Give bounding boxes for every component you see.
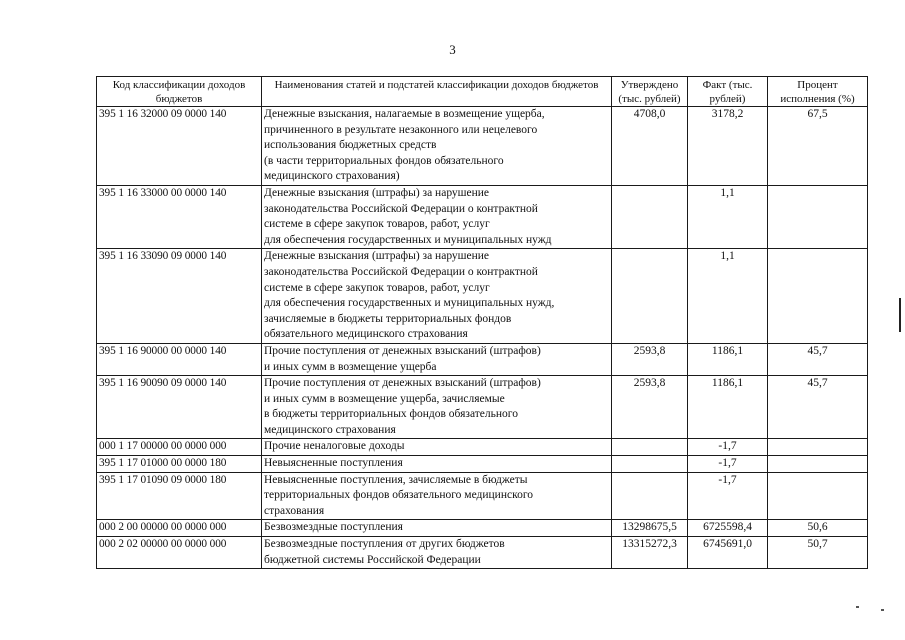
item-name-line: причиненного в результате незаконного или нецелевого: [264, 123, 538, 136]
item-name: [262, 185, 612, 248]
table-body: [97, 107, 868, 569]
item-name: [262, 439, 612, 456]
header-fact: Факт (тыс. рублей): [688, 77, 768, 107]
fact-value: 1186,1: [688, 343, 768, 375]
table-row: [97, 472, 868, 520]
classification-code: 395 1 16 90090 09 0000 140: [97, 376, 262, 439]
item-name: [262, 107, 612, 186]
scan-dot-mark: [856, 606, 859, 608]
classification-code: 000 2 02 00000 00 0000 000: [97, 537, 262, 569]
classification-code: 000 1 17 00000 00 0000 000: [97, 439, 262, 456]
item-name: [262, 376, 612, 439]
fact-value: 3178,2: [688, 107, 768, 186]
item-name-line: обязательного медицинского страхования: [264, 328, 468, 341]
percent-value: 67,5: [768, 107, 868, 186]
approved-value: [612, 456, 688, 473]
percent-value: 50,6: [768, 520, 868, 537]
item-name-line: бюджетной системы Российской Федерации: [264, 553, 481, 566]
fact-value: -1,7: [688, 439, 768, 456]
scan-edge-mark: [899, 298, 901, 332]
item-name-line: медицинского страхования: [264, 423, 396, 436]
header-code: Код классификации доходов бюджетов: [97, 77, 262, 107]
item-name-line: Денежные взыскания, налагаемые в возмещение ущерба,: [264, 108, 545, 120]
percent-value: 45,7: [768, 343, 868, 375]
item-name-line: законодательства Российской Федерации о контрактной: [264, 202, 538, 215]
item-name-line: (в части территориальных фондов обязательного: [264, 154, 504, 167]
header-name: Наименования статей и подстатей классификации доходов бюджетов: [262, 77, 612, 107]
table-row: [97, 249, 868, 344]
approved-value: 2593,8: [612, 376, 688, 439]
item-name-line: Невыясненные поступления: [264, 457, 403, 470]
revenue-table: [96, 76, 868, 569]
item-name-line: медицинского страхования): [264, 170, 400, 183]
fact-value: 6725598,4: [688, 520, 768, 537]
approved-value: [612, 439, 688, 456]
item-name-line: системе в сфере закупок товаров, работ, услуг: [264, 218, 490, 231]
item-name-line: и иных сумм в возмещение ущерба: [264, 360, 437, 373]
item-name-line: Невыясненные поступления, зачисляемые в бюджеты: [264, 473, 528, 486]
classification-code: 395 1 17 01000 00 0000 180: [97, 456, 262, 473]
table-header-row: [97, 77, 868, 107]
item-name-line: для обеспечения государственных и муниципальных нужд,: [264, 297, 555, 310]
approved-value: [612, 185, 688, 248]
item-name: [262, 537, 612, 569]
fact-value: 6745691,0: [688, 537, 768, 569]
fact-value: 1,1: [688, 249, 768, 344]
item-name: [262, 343, 612, 375]
item-name-line: для обеспечения государственных и муниципальных нужд: [264, 233, 552, 246]
classification-code: 395 1 16 32000 09 0000 140: [97, 107, 262, 186]
percent-value: [768, 472, 868, 520]
header-approved: Утверждено (тыс. рублей): [612, 77, 688, 107]
percent-value: [768, 185, 868, 248]
percent-value: 50,7: [768, 537, 868, 569]
classification-code: 395 1 16 33000 00 0000 140: [97, 185, 262, 248]
item-name-line: Безвозмездные поступления: [264, 521, 403, 534]
page-number: 3: [449, 42, 456, 57]
classification-code: 395 1 17 01090 09 0000 180: [97, 472, 262, 520]
item-name-line: Прочие поступления от денежных взысканий (штрафов): [264, 344, 541, 357]
classification-code: 000 2 00 00000 00 0000 000: [97, 520, 262, 537]
item-name-line: территориальных фондов обязательного медицинского: [264, 489, 534, 502]
table-row: [97, 376, 868, 439]
percent-value: [768, 439, 868, 456]
item-name-line: Денежные взыскания (штрафы) за нарушение: [264, 186, 490, 199]
table-row: [97, 107, 868, 186]
classification-code: 395 1 16 33090 09 0000 140: [97, 249, 262, 344]
item-name-line: Безвозмездные поступления от других бюджетов: [264, 538, 505, 551]
table-row: [97, 343, 868, 375]
header-percent: Процент исполнения (%): [768, 77, 868, 107]
approved-value: [612, 249, 688, 344]
item-name: [262, 456, 612, 473]
table-row: [97, 520, 868, 537]
item-name-line: законодательства Российской Федерации о контрактной: [264, 265, 538, 278]
table-row: [97, 537, 868, 569]
item-name: [262, 249, 612, 344]
classification-code: 395 1 16 90000 00 0000 140: [97, 343, 262, 375]
item-name-line: использования бюджетных средств: [264, 139, 437, 152]
fact-value: 1186,1: [688, 376, 768, 439]
fact-value: -1,7: [688, 472, 768, 520]
item-name: [262, 472, 612, 520]
item-name-line: зачисляемые в бюджеты территориальных фондов: [264, 312, 512, 325]
item-name-line: системе в сфере закупок товаров, работ, услуг: [264, 281, 490, 294]
item-name-line: Прочие поступления от денежных взысканий (штрафов): [264, 377, 541, 390]
percent-value: 45,7: [768, 376, 868, 439]
table-row: [97, 185, 868, 248]
percent-value: [768, 249, 868, 344]
item-name-line: Прочие неналоговые доходы: [264, 440, 405, 453]
fact-value: -1,7: [688, 456, 768, 473]
approved-value: 4708,0: [612, 107, 688, 186]
item-name-line: и иных сумм в возмещение ущерба, зачисляемые: [264, 392, 505, 405]
approved-value: 2593,8: [612, 343, 688, 375]
approved-value: [612, 472, 688, 520]
item-name-line: Денежные взыскания (штрафы) за нарушение: [264, 250, 490, 263]
item-name-line: в бюджеты территориальных фондов обязательного: [264, 408, 518, 421]
table-row: [97, 456, 868, 473]
fact-value: 1,1: [688, 185, 768, 248]
item-name-line: страхования: [264, 504, 325, 517]
percent-value: [768, 456, 868, 473]
approved-value: 13298675,5: [612, 520, 688, 537]
table-row: [97, 439, 868, 456]
approved-value: 13315272,3: [612, 537, 688, 569]
item-name: [262, 520, 612, 537]
scan-dot-mark: [881, 609, 884, 611]
